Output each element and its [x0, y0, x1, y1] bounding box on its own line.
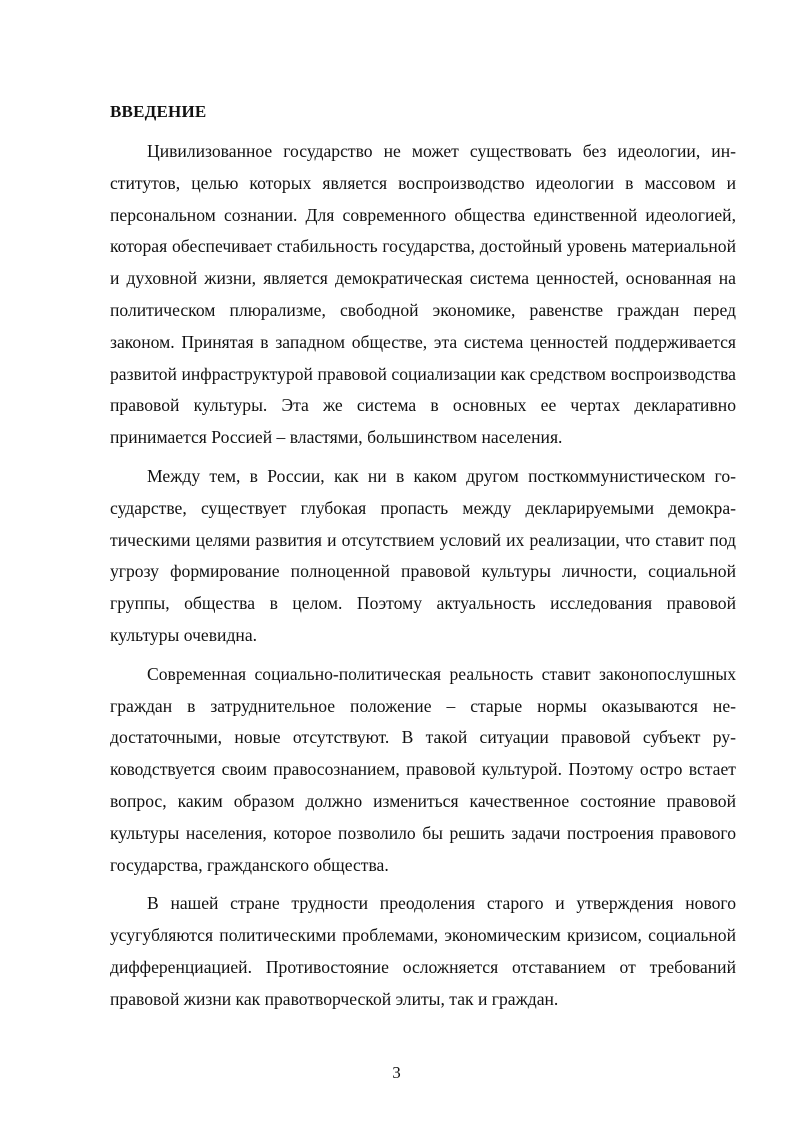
section-heading: ВВЕДЕНИЕ	[110, 102, 207, 121]
paragraph: Современная социально-политическая реальность ставит законопослушных граждан в затруднительное положение – старые нормы оказываются недостаточными, новые отсутствуют. В такой ситуации правовой субъект руководствуется своим правосознанием, правовой культурой. Поэтому остро встает вопрос, каким образом должно измениться качественное состояние правовой культуры населения, которое позволило бы решить задачи построения правового государства, гражданского общества.	[110, 663, 736, 875]
body-text	[110, 136, 736, 1016]
paragraph: Цивилизованное государство не может существовать без идеологии, институтов, целью которых является воспроизводство идеологии в массовом и персональном сознании. Для современного общества единственной идеологией, которая обеспечивает стабильность государства, достойный уровень материальной и духовной жизни, является демократическая система ценностей, основанная на политическом плюрализме, свободной экономике, равенстве граждан перед законом. Принятая в западном обществе, эта система ценностей поддерживается развитой инфраструктурой правовой социализации как средством воспроизводства правовой культуры. Эта же система в основных ее чертах декларативно принимается Россией – властями, большинством населения.	[110, 141, 736, 448]
paragraph: В нашей стране трудности преодоления старого и утверждения нового усугубляются политическими проблемами, экономическим кризисом, социальной дифференциацией. Противостояние осложняется отставанием от требований правовой жизни как правотворческой элиты, так и граждан.	[110, 893, 736, 1009]
paragraph: Между тем, в России, как ни в каком другом посткоммунистическом государстве, существует глубокая пропасть между декларируемыми демократическими целями развития и отсутствием условий их реализации, что ставит под угрозу формирование полноценной правовой культуры личности, социальной группы, общества в целом. Поэтому актуальность исследования правовой культуры очевидна.	[110, 465, 736, 645]
page-number: 3	[392, 1063, 401, 1082]
